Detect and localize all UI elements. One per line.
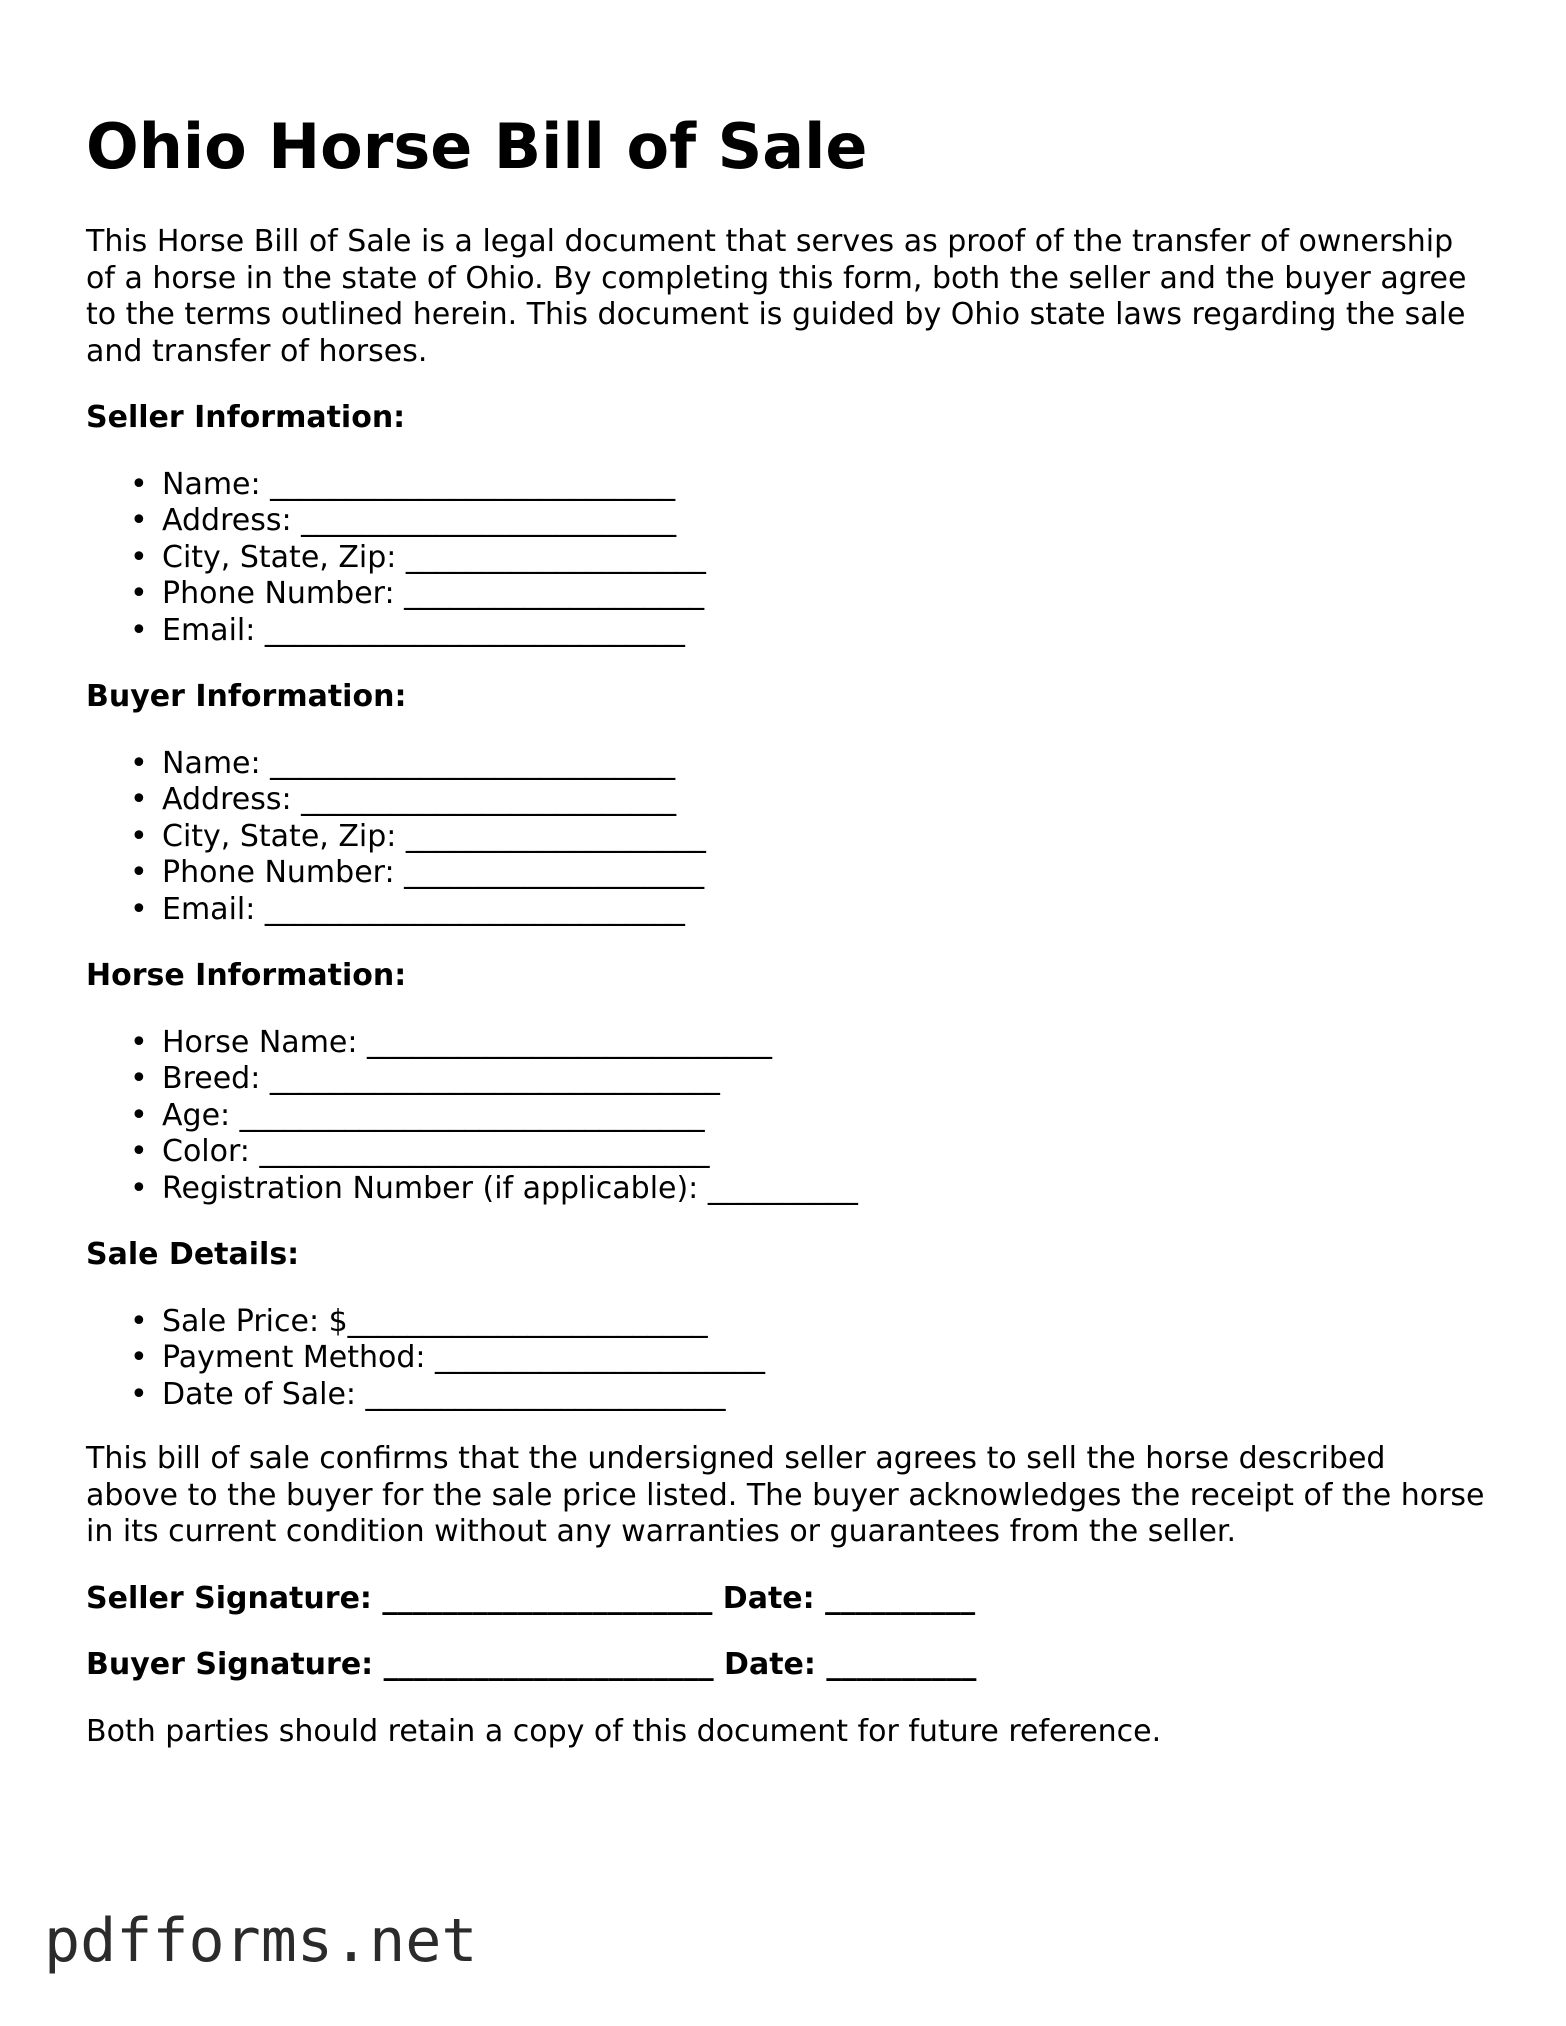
bullet: • — [130, 503, 148, 538]
bullet: • — [130, 612, 148, 648]
payment-method-field[interactable] — [86, 1340, 1486, 1377]
sale-price-field[interactable] — [86, 1304, 1486, 1341]
buyer-email-field[interactable] — [86, 892, 1486, 929]
sale-fields — [86, 1304, 1486, 1414]
document-title: Ohio Horse Bill of Sale — [86, 110, 868, 183]
document — [86, 104, 1486, 1750]
buyer-name-field[interactable] — [86, 746, 1486, 783]
bullet: • — [130, 1134, 148, 1169]
bullet: • — [130, 539, 148, 575]
bullet: • — [130, 466, 148, 502]
seller-fields — [86, 467, 1486, 650]
bullet: • — [130, 782, 148, 817]
horse-fields — [86, 1025, 1486, 1208]
horse-breed-field[interactable] — [86, 1061, 1486, 1098]
closing-note: Both parties should retain a copy of this document for future reference. — [86, 1713, 1162, 1749]
field-label: Age: _______________________________ — [162, 1097, 705, 1133]
seller-name-field[interactable] — [86, 467, 1486, 504]
horse-name-field[interactable] — [86, 1025, 1486, 1062]
field-label: Horse Name: ___________________________ — [162, 1024, 773, 1060]
bullet: • — [130, 1170, 148, 1206]
buyer-signature-line[interactable]: Buyer Signature: ______________________ Date: __________ — [86, 1647, 977, 1682]
bullet: • — [130, 855, 148, 890]
field-label: Email: ____________________________ — [162, 612, 685, 648]
buyer-fields — [86, 746, 1486, 929]
seller-city-state-zip-field[interactable] — [86, 540, 1486, 577]
intro-paragraph: This Horse Bill of Sale is a legal document that serves as proof of the transfer of ownership of a horse in the state of Ohio. By completing this form, both the seller and the buyer agree to the terms outlined herein. This document is guided by Ohio state laws regarding the sale and transfer of horses. — [86, 224, 1467, 369]
field-label: City, State, Zip: ____________________ — [162, 818, 706, 854]
bullet: • — [130, 1024, 148, 1060]
seller-signature-line[interactable]: Seller Signature: ______________________ Date: __________ — [86, 1580, 976, 1616]
buyer-phone-field[interactable] — [86, 855, 1486, 892]
field-label: City, State, Zip: ____________________ — [162, 539, 706, 575]
buyer-section-heading: Buyer Information: — [86, 679, 407, 714]
seller-address-field[interactable] — [86, 503, 1486, 540]
bullet: • — [130, 745, 148, 781]
horse-color-field[interactable] — [86, 1134, 1486, 1171]
field-label: Phone Number: ____________________ — [162, 576, 705, 611]
bullet: • — [130, 1061, 148, 1096]
horse-registration-field[interactable] — [86, 1171, 1486, 1208]
bullet: • — [130, 818, 148, 854]
field-label: Email: ____________________________ — [162, 891, 685, 927]
field-label: Color: ______________________________ — [162, 1134, 710, 1169]
horse-section-heading: Horse Information: — [86, 958, 407, 993]
field-label: Name: ___________________________ — [162, 466, 676, 502]
seller-email-field[interactable] — [86, 613, 1486, 650]
sale-section-heading: Sale Details: — [86, 1237, 300, 1272]
sale-date-field[interactable] — [86, 1377, 1486, 1414]
horse-age-field[interactable] — [86, 1098, 1486, 1135]
buyer-address-field[interactable] — [86, 782, 1486, 819]
watermark: pdfforms.net — [44, 1906, 478, 1976]
confirmation-paragraph: This bill of sale confirms that the undersigned seller agrees to sell the horse described above to the buyer for the sale price listed. The buyer acknowledges the receipt of the horse in its current condition without any warranties or guarantees from the seller. — [86, 1441, 1485, 1549]
buyer-city-state-zip-field[interactable] — [86, 819, 1486, 856]
bullet: • — [130, 1376, 148, 1412]
bullet: • — [130, 1097, 148, 1133]
field-label: Name: ___________________________ — [162, 745, 676, 781]
field-label: Date of Sale: ________________________ — [162, 1376, 726, 1412]
bullet: • — [130, 1340, 148, 1375]
field-label: Address: _________________________ — [162, 782, 677, 817]
bullet: • — [130, 1303, 148, 1339]
seller-phone-field[interactable] — [86, 576, 1486, 613]
seller-section-heading: Seller Information: — [86, 400, 406, 435]
field-label: Registration Number (if applicable): __________ — [162, 1170, 858, 1206]
bullet: • — [130, 576, 148, 611]
field-label: Breed: ______________________________ — [162, 1061, 720, 1096]
field-label: Address: _________________________ — [162, 503, 677, 538]
field-label: Phone Number: ____________________ — [162, 855, 705, 890]
field-label: Sale Price: $________________________ — [162, 1303, 708, 1339]
field-label: Payment Method: ______________________ — [162, 1340, 766, 1375]
bullet: • — [130, 891, 148, 927]
